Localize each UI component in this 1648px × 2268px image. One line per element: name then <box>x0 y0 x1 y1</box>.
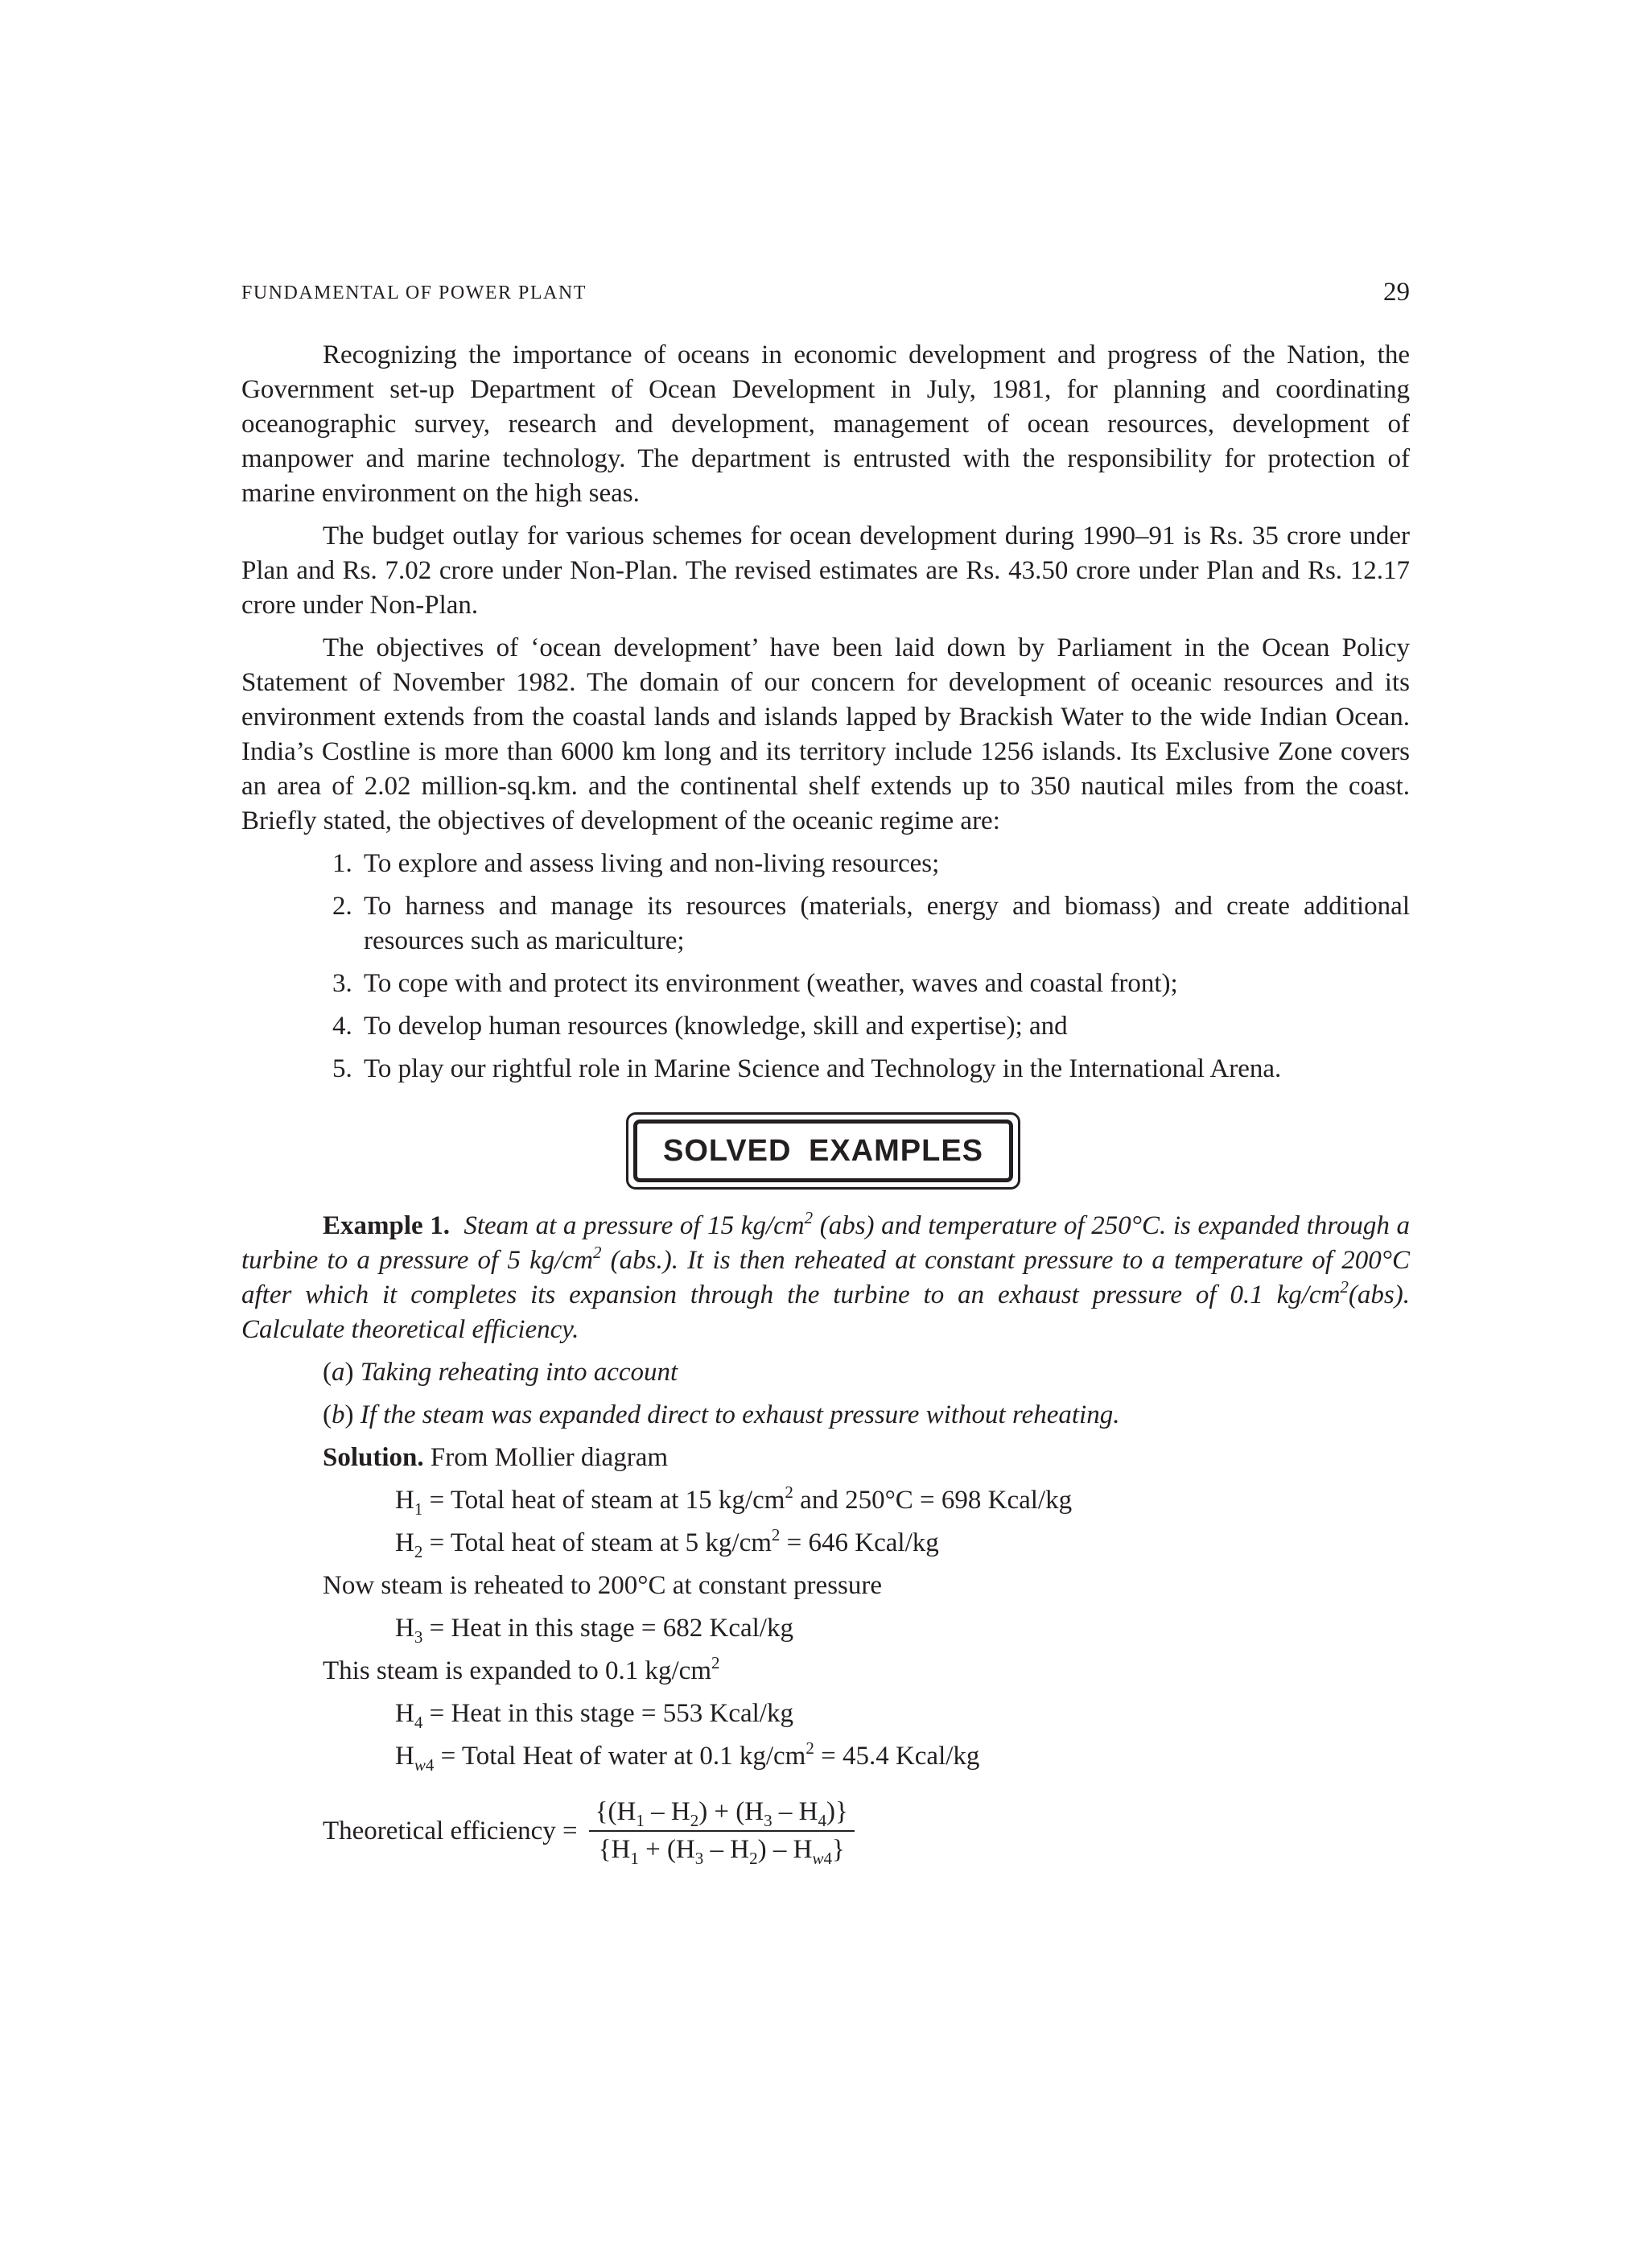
part-text: If the steam was expanded direct to exhaust pressure without reheating. <box>360 1400 1120 1429</box>
list-number: 2. <box>332 892 352 921</box>
symbol: H <box>395 1614 414 1643</box>
formula-part: ) – H <box>757 1835 813 1864</box>
formula-fraction <box>589 1797 855 1868</box>
statement-part: (abs.). It is then reheated at constant pressure to a temperature of 200°C after which it completes its expansion through the turbine to an exhaust pressure of 0.1 kg/cm <box>241 1246 1411 1309</box>
part-label: a <box>332 1358 345 1387</box>
subscript-italic: w <box>812 1849 824 1868</box>
symbol: H <box>395 1528 414 1557</box>
part-b: (b) If the steam was expanded direct to exhaust pressure without reheating. <box>323 1400 1120 1429</box>
solution-line-h2 <box>241 1526 1410 1561</box>
subscript: 3 <box>694 1849 704 1868</box>
paragraph: The objectives of ‘ocean development’ have been laid down by Parliament in the Ocean Policy Statement of November 1982. The domain of our concern for development of oceanic resources and its environment extends from the coastal lands and islands lapped by Brackish Water to the wide Indian Ocean. India’s Costline is more than 6000 km long and its territory include 1256 islands. Its Exclusive Zone covers an area of 2.02 million-sq.km. and the continental shelf extends up to 350 nautical miles from the coast. Briefly stated, the objectives of development of the oceanic regime are: <box>241 633 1410 835</box>
running-title: FUNDAMENTAL OF POWER PLANT <box>241 282 587 303</box>
list-item <box>241 1052 1410 1087</box>
line-text: = Total Heat of water at 0.1 kg/cm <box>434 1742 806 1771</box>
line-text: = Total heat of steam at 15 kg/cm <box>422 1486 785 1515</box>
subscript: 4 <box>818 1811 826 1830</box>
subscript: 4 <box>414 1713 423 1732</box>
list-number: 5. <box>332 1054 352 1083</box>
solution-intro <box>241 1441 1410 1475</box>
list-item <box>241 847 1410 881</box>
page-number: 29 <box>1383 278 1410 307</box>
solution-reheat-line: Now steam is reheated to 200°C at constant pressure <box>323 1571 883 1600</box>
solution-intro-text: From Mollier diagram <box>423 1443 669 1472</box>
solution-expand-line <box>241 1654 1410 1689</box>
line-text: = 45.4 Kcal/kg <box>814 1742 980 1771</box>
symbol: H <box>395 1742 414 1771</box>
subscript: 1 <box>414 1499 423 1519</box>
superscript: 2 <box>805 1738 814 1758</box>
subscript <box>812 1849 832 1868</box>
list-item-text: To develop human resources (knowledge, skill and expertise); and <box>364 1012 1068 1041</box>
superscript: 2 <box>711 1653 720 1672</box>
subscript <box>414 1755 435 1775</box>
superscript: 2 <box>1340 1277 1349 1297</box>
formula-numerator <box>589 1797 855 1832</box>
subscript: 3 <box>414 1627 423 1647</box>
subscript: 2 <box>749 1849 758 1868</box>
solution-line-h1 <box>241 1483 1410 1518</box>
example-title: Example 1. <box>323 1211 451 1240</box>
objectives-list <box>241 847 1410 1087</box>
example-statement <box>241 1209 1410 1347</box>
formula-part: {(H <box>595 1797 637 1826</box>
body-text <box>241 338 1410 1095</box>
formula-part: ) + (H <box>698 1797 764 1826</box>
subscript: 1 <box>636 1811 645 1830</box>
superscript: 2 <box>771 1525 781 1544</box>
list-item <box>241 889 1410 959</box>
list-number: 4. <box>332 1012 352 1041</box>
line-text: = Total heat of steam at 5 kg/cm <box>422 1528 772 1557</box>
part-text: Taking reheating into account <box>360 1358 678 1387</box>
line-text: and 250°C = 698 Kcal/kg <box>793 1486 1073 1515</box>
list-item-text: To play our rightful role in Marine Science and Technology in the International Arena. <box>364 1054 1282 1083</box>
solution-line-hw4 <box>241 1739 1410 1774</box>
line-text: This steam is expanded to 0.1 kg/cm <box>323 1656 711 1685</box>
subscript-digit: 4 <box>425 1755 435 1775</box>
list-number: 1. <box>332 849 352 878</box>
part-a: (a) Taking reheating into account <box>323 1358 678 1387</box>
formula-label: Theoretical efficiency = <box>323 1816 578 1845</box>
solved-examples-box <box>626 1112 1020 1190</box>
statement-part: Steam at a pressure of 15 kg/cm <box>464 1211 805 1240</box>
subscript: 1 <box>630 1849 639 1868</box>
line-text: = 646 Kcal/kg <box>780 1528 939 1557</box>
solution-line-h3 <box>241 1611 1410 1646</box>
part-label: b <box>332 1400 345 1429</box>
statement-part: (abs) and temperature of 250°C. is expanded through a turbine to a pressure of 5 kg/cm <box>241 1211 1411 1275</box>
list-item-text: To harness and manage its resources (materials, energy and biomass) and create additional resources such as mariculture; <box>364 892 1410 955</box>
solved-examples-heading: SOLVED EXAMPLES <box>633 1120 1013 1182</box>
superscript: 2 <box>804 1208 814 1227</box>
line-text: = Heat in this stage = 682 Kcal/kg <box>422 1614 793 1643</box>
example-block <box>241 1209 1410 1782</box>
line-text: = Heat in this stage = 553 Kcal/kg <box>422 1699 793 1728</box>
list-item <box>241 967 1410 1001</box>
paragraph: The budget outlay for various schemes for ocean development during 1990–91 is Rs. 35 crore under Plan and Rs. 7.02 crore under Non-Plan. The revised estimates are Rs. 43.50 crore under Plan and Rs. 12.17 crore under Non-Plan. <box>241 522 1410 620</box>
symbol: H <box>395 1486 414 1515</box>
superscript: 2 <box>592 1243 602 1262</box>
subscript: 3 <box>764 1811 772 1830</box>
subscript-italic: w <box>414 1755 426 1775</box>
efficiency-formula <box>323 1787 855 1875</box>
formula-part: } <box>831 1835 845 1864</box>
subscript-digit: 4 <box>823 1849 832 1868</box>
statement-part: (abs). Calculate theoretical efficiency. <box>241 1280 1410 1344</box>
solution-label: Solution. <box>323 1443 424 1472</box>
list-item-text: To cope with and protect its environment (weather, waves and coastal front); <box>364 969 1178 998</box>
superscript: 2 <box>785 1482 793 1502</box>
formula-part: )} <box>826 1797 848 1826</box>
formula-part: – H <box>644 1797 690 1826</box>
formula-part: + (H <box>638 1835 695 1864</box>
formula-denominator <box>592 1832 851 1868</box>
solution-line-h4 <box>241 1697 1410 1731</box>
running-header <box>241 278 1410 310</box>
symbol: H <box>395 1699 414 1728</box>
formula-part: {H <box>598 1835 631 1864</box>
list-item-text: To explore and assess living and non-living resources; <box>364 849 940 878</box>
paragraph: Recognizing the importance of oceans in economic development and progress of the Nation, the Government set-up Department of Ocean Development in July, 1981, for planning and coordinating oceanographic survey, research and development, management of ocean resources, development of manpower and marine technology. The department is entrusted with the responsibility for protection of marine environment on the high seas. <box>241 340 1410 508</box>
subscript: 2 <box>690 1811 699 1830</box>
formula-part: – H <box>703 1835 750 1864</box>
subscript: 2 <box>414 1542 423 1561</box>
formula-part: – H <box>772 1797 818 1826</box>
list-number: 3. <box>332 969 352 998</box>
list-item <box>241 1009 1410 1044</box>
